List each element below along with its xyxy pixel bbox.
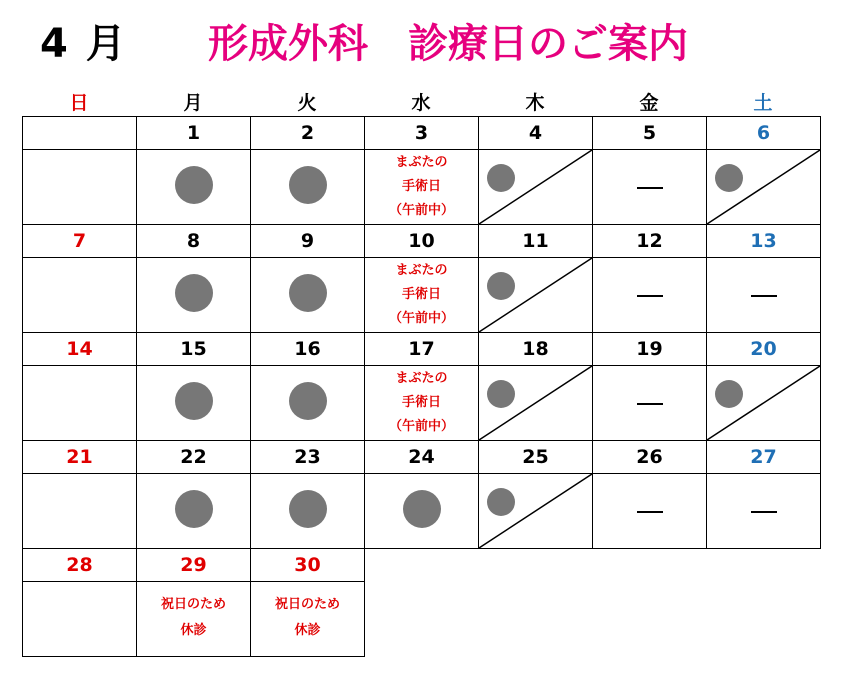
open-circle-icon — [289, 490, 327, 528]
date-number: 9 — [251, 225, 365, 258]
status-cell — [365, 474, 479, 549]
diagonal-line-icon — [479, 150, 592, 224]
diagonal-line-icon — [479, 258, 592, 332]
open-circle-icon — [175, 274, 213, 312]
open-circle-icon — [289, 166, 327, 204]
status-cell — [23, 258, 137, 333]
status-cell — [137, 474, 251, 549]
closed-dash-icon — [637, 187, 663, 189]
empty-cell — [365, 582, 479, 657]
status-row — [23, 258, 821, 333]
status-cell — [365, 366, 479, 441]
diagonal-line-icon — [707, 150, 820, 224]
status-row — [23, 150, 821, 225]
date-number: 29 — [137, 549, 251, 582]
status-cell — [23, 366, 137, 441]
open-circle-icon — [403, 490, 441, 528]
date-number: 5 — [593, 117, 707, 150]
open-circle-icon — [175, 490, 213, 528]
status-cell — [707, 258, 821, 333]
date-number: 17 — [365, 333, 479, 366]
status-cell — [251, 366, 365, 441]
date-number: 25 — [479, 441, 593, 474]
status-cell — [593, 474, 707, 549]
date-number: 30 — [251, 549, 365, 582]
date-number: 21 — [23, 441, 137, 474]
date-number: 28 — [23, 549, 137, 582]
status-cell — [251, 258, 365, 333]
calendar-table — [22, 116, 821, 657]
date-row — [23, 333, 821, 366]
empty-cell — [707, 582, 821, 657]
status-row — [23, 366, 821, 441]
status-cell — [137, 150, 251, 225]
date-number: 12 — [593, 225, 707, 258]
open-circle-icon — [289, 382, 327, 420]
surgery-note: まぶたの 手術日 （午前中） — [388, 155, 454, 218]
surgery-note: まぶたの 手術日 （午前中） — [388, 263, 454, 326]
status-cell — [251, 582, 365, 657]
status-cell — [251, 474, 365, 549]
diagonal-line-icon — [479, 366, 592, 440]
date-number: 2 — [251, 117, 365, 150]
status-cell — [593, 258, 707, 333]
holiday-note: 祝日のため 休診 — [274, 597, 340, 638]
empty-cell — [479, 549, 593, 582]
status-cell — [707, 474, 821, 549]
date-number: 23 — [251, 441, 365, 474]
status-cell — [251, 150, 365, 225]
date-number: 18 — [479, 333, 593, 366]
date-number: 10 — [365, 225, 479, 258]
date-number: 19 — [593, 333, 707, 366]
open-circle-icon — [175, 166, 213, 204]
date-number: 22 — [137, 441, 251, 474]
status-cell — [23, 582, 137, 657]
closed-dash-icon — [637, 403, 663, 405]
date-row — [23, 549, 821, 582]
surgery-note: まぶたの 手術日 （午前中） — [388, 371, 454, 434]
empty-cell — [593, 582, 707, 657]
date-number: 14 — [23, 333, 137, 366]
weekday-tue: 火 — [297, 92, 317, 114]
status-cell — [707, 150, 821, 225]
open-circle-icon — [175, 382, 213, 420]
status-cell — [707, 366, 821, 441]
page-title: 形成外科 診療日のご案内 — [208, 21, 688, 67]
empty-cell — [707, 549, 821, 582]
date-number: 13 — [707, 225, 821, 258]
diagonal-line-icon — [479, 474, 592, 548]
status-cell — [593, 366, 707, 441]
date-number: 15 — [137, 333, 251, 366]
empty-cell — [365, 549, 479, 582]
closed-dash-icon — [637, 295, 663, 297]
date-number — [23, 117, 137, 150]
status-row — [23, 474, 821, 549]
weekday-sat: 土 — [753, 92, 773, 114]
status-cell — [137, 366, 251, 441]
date-number: 20 — [707, 333, 821, 366]
status-cell — [479, 474, 593, 549]
weekday-wed: 水 — [411, 92, 431, 114]
weekday-mon: 月 — [183, 92, 203, 114]
empty-cell — [479, 582, 593, 657]
date-number: 6 — [707, 117, 821, 150]
date-row — [23, 225, 821, 258]
holiday-note: 祝日のため 休診 — [160, 597, 226, 638]
weekday-thu: 木 — [525, 92, 545, 114]
month-title: 4 月 — [40, 21, 128, 67]
date-row — [23, 441, 821, 474]
date-number: 8 — [137, 225, 251, 258]
date-number: 7 — [23, 225, 137, 258]
status-cell — [593, 150, 707, 225]
status-cell — [365, 258, 479, 333]
diagonal-line-icon — [707, 366, 820, 440]
status-cell — [479, 150, 593, 225]
date-number: 26 — [593, 441, 707, 474]
date-number: 11 — [479, 225, 593, 258]
closed-dash-icon — [751, 511, 777, 513]
status-cell — [137, 258, 251, 333]
status-cell — [137, 582, 251, 657]
empty-cell — [593, 549, 707, 582]
date-number: 4 — [479, 117, 593, 150]
date-number: 27 — [707, 441, 821, 474]
date-number: 16 — [251, 333, 365, 366]
status-cell — [479, 258, 593, 333]
status-row — [23, 582, 821, 657]
status-cell — [479, 366, 593, 441]
status-cell — [23, 150, 137, 225]
closed-dash-icon — [637, 511, 663, 513]
status-cell — [23, 474, 137, 549]
date-row — [23, 117, 821, 150]
closed-dash-icon — [751, 295, 777, 297]
date-number: 24 — [365, 441, 479, 474]
date-number: 3 — [365, 117, 479, 150]
status-cell — [365, 150, 479, 225]
date-number: 1 — [137, 117, 251, 150]
open-circle-icon — [289, 274, 327, 312]
weekday-sun: 日 — [69, 92, 89, 114]
weekday-fri: 金 — [639, 92, 659, 114]
